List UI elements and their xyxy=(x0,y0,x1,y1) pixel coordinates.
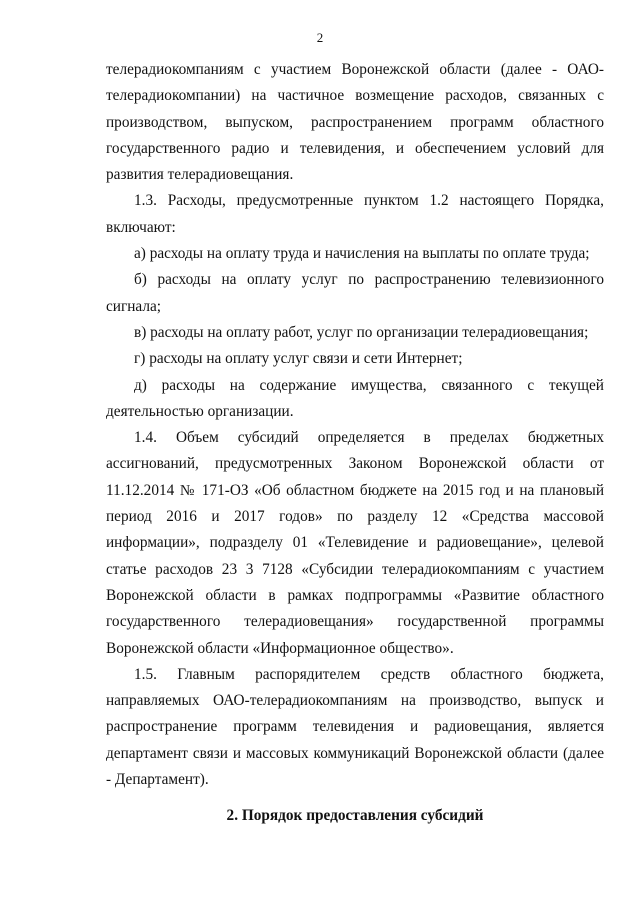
list-item-b: б) расходы на оплату услуг по распространению телевизионного сигнала; xyxy=(106,271,604,315)
page-number: 2 xyxy=(316,30,324,45)
document-body xyxy=(106,57,604,830)
list-item-d: д) расходы на содержание имущества, связанного с текущей деятельностью организации. xyxy=(106,376,604,420)
paragraph-1-3: 1.3. Расходы, предусмотренные пунктом 1.2 настоящего Порядка, включают: xyxy=(106,192,604,236)
list-item-g: г) расходы на оплату услуг связи и сети Интернет; xyxy=(134,350,463,368)
paragraph-1-4: 1.4. Объем субсидий определяется в пределах бюджетных ассигнований, предусмотренных Законом Воронежской области от 11.12.2014 № 171-ОЗ «Об областном бюджете на 2015 год и на плановый период 2016 и 2017 годов» по разделу 12 «Средства массовой информации», подразделу 01 «Телевидение и радиовещание», целевой статье расходов 23 3 7128 «Субсидии телерадиокомпаниям с участием Воронежской области в рамках подпрограммы «Развитие областного государственного телерадиовещания» государственной программы Воронежской области «Информационное общество». xyxy=(106,429,604,657)
list-item-a: а) расходы на оплату труда и начисления на выплаты по оплате труда; xyxy=(134,245,590,263)
paragraph-1-5: 1.5. Главным распорядителем средств областного бюджета, направляемых ОАО-телерадиокомпаниям на производство, выпуск и распространение программ телевидения и радиовещания, является департамент связи и массовых коммуникаций Воронежской области (далее - Департамент). xyxy=(106,665,604,789)
paragraph-intro-continuation: телерадиокомпаниям с участием Воронежской области (далее - ОАО-телерадиокомпании) на частичное возмещение расходов, связанных с производством, выпуском, распространением программ областного государственного радио и телевидения, и обеспечением условий для развития телерадиовещания. xyxy=(106,61,604,184)
section-heading: 2. Порядок предоставления субсидий xyxy=(226,807,484,825)
list-item-v: в) расходы на оплату работ, услуг по организации телерадиовещания; xyxy=(134,323,589,341)
